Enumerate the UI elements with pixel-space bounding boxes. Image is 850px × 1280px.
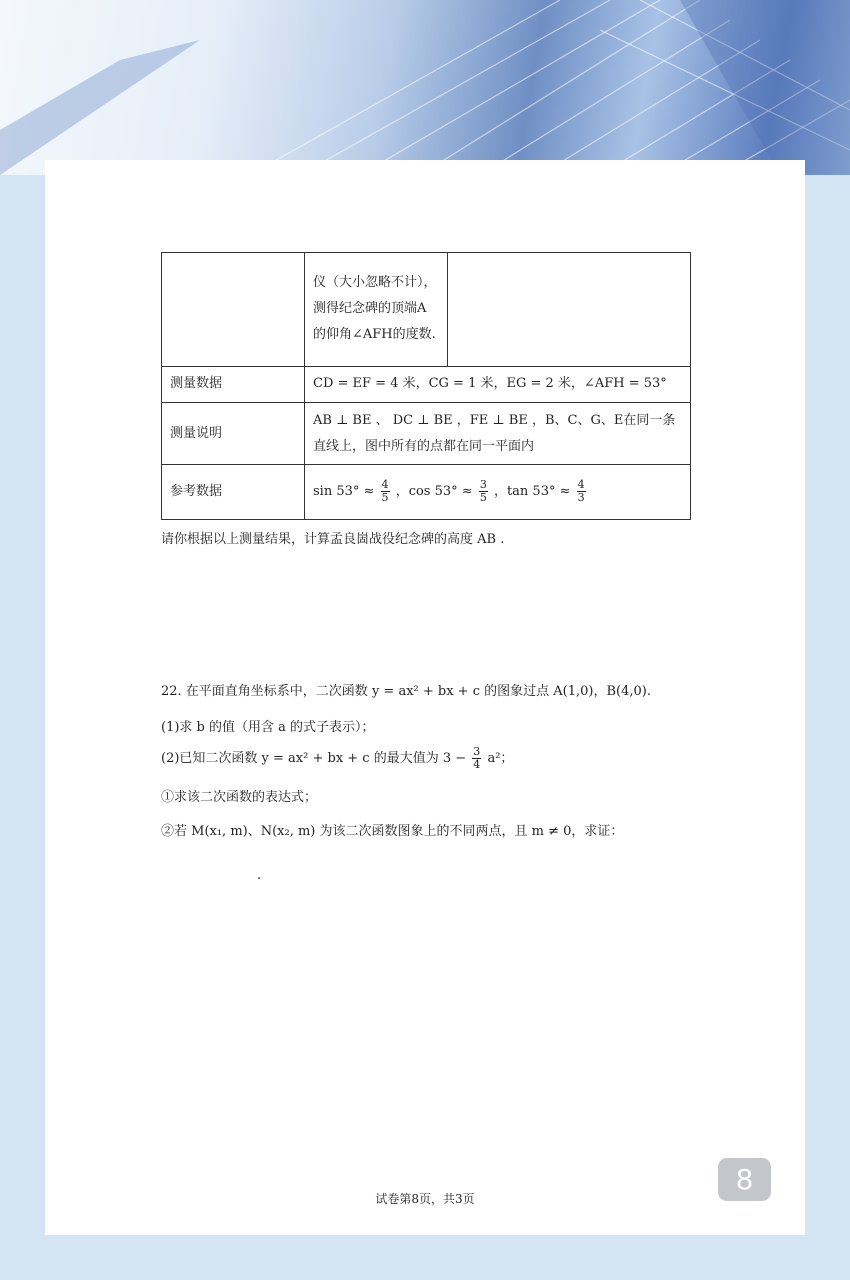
sin-fraction: $\frac{4}{5}$ bbox=[381, 478, 389, 505]
table-row bbox=[162, 366, 691, 403]
question21-prompt: 请你根据以上测量结果，计算孟良崮战役纪念碑的高度 AB . bbox=[161, 532, 505, 547]
table-row bbox=[162, 253, 691, 367]
cos-label: ，cos 53° ≈ bbox=[395, 484, 473, 500]
question22-part2: (2)已知二次函数 y = ax² + bx + c 的最大值为 3 − $\frac{3}{4}$ a²； bbox=[161, 745, 514, 771]
question22-part1: (1)求 b 的值（用含 a 的式子表示）； bbox=[161, 720, 375, 735]
question22-sub1: ①求该二次函数的表达式； bbox=[161, 790, 318, 805]
tan-label: ，tan 53° ≈ bbox=[493, 484, 571, 500]
building-illustration bbox=[0, 0, 850, 175]
row-label: 测量说明 bbox=[162, 403, 305, 465]
row-label: 参考数据 bbox=[162, 465, 305, 520]
table-cell-empty bbox=[162, 253, 305, 367]
cos-fraction: $\frac{3}{5}$ bbox=[479, 478, 487, 505]
trailing-dot: . bbox=[257, 868, 262, 883]
table-cell-blank bbox=[448, 253, 691, 367]
question22-sub2: ②若 M(x₁, m)、N(x₂, m) 为该二次函数图象上的不同两点，且 m ≠ 0，求证： bbox=[161, 824, 624, 839]
part2-fraction: $\frac{3}{4}$ bbox=[473, 745, 481, 771]
reference-data-cell bbox=[305, 465, 691, 520]
measurement-table bbox=[161, 252, 691, 520]
table-row bbox=[162, 403, 691, 465]
method-description-cell: 仪（大小忽略不计），测得纪念碑的顶端A的仰角∠AFH的度数. bbox=[305, 253, 448, 367]
page-footer: 试卷第8页，共3页 bbox=[375, 1192, 475, 1206]
measurement-notes-cell: AB ⊥ BE 、 DC ⊥ BE ，FE ⊥ BE ，B、C、G、E在同一条直线上，图中所有的点都在同一平面内 bbox=[305, 403, 691, 465]
table-row bbox=[162, 465, 691, 520]
measurement-data-cell: CD = EF = 4 米，CG = 1 米，EG = 2 米，∠AFH = 53° bbox=[305, 366, 691, 403]
row-label: 测量数据 bbox=[162, 366, 305, 403]
page-number-badge: 8 bbox=[718, 1158, 771, 1201]
tan-fraction: $\frac{4}{3}$ bbox=[577, 478, 585, 505]
sin-label: sin 53° ≈ bbox=[313, 484, 375, 500]
question22-stem: 22. 在平面直角坐标系中，二次函数 y = ax² + bx + c 的图象过点 A(1,0)，B(4,0). bbox=[161, 684, 651, 699]
exam-page bbox=[45, 160, 805, 1235]
header-banner-image bbox=[0, 0, 850, 175]
